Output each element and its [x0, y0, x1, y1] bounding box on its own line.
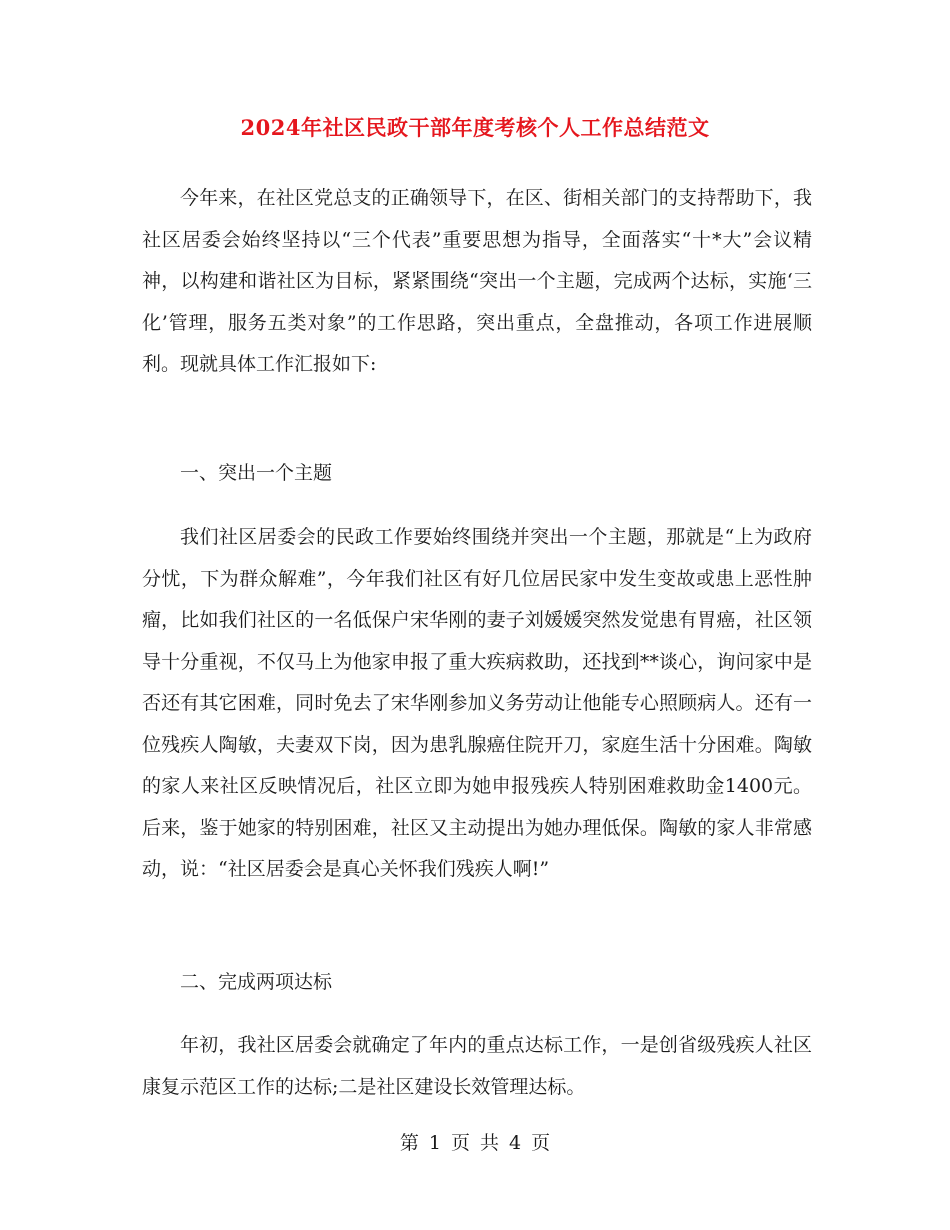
- section-1-paragraph: 我们社区居委会的民政工作要始终围绕并突出一个主题，那就是“上为政府分忧，下为群众解难”，今年我们社区有好几位居民家中发生变故或患上恶性肿瘤，比如我们社区的一名低保户宋华刚的妻子刘媛媛突然发觉患有胃癌，社区领导十分重视，不仅马上为他家申报了重大疾病救助，还找到**谈心，询问家中是否还有其它困难，同时免去了宋华刚参加义务劳动让他能专心照顾病人。还有一位残疾人陶敏，夫妻双下岗，因为患乳腺癌住院开刀，家庭生活十分困难。陶敏的家人来社区反映情况后，社区立即为她申报残疾人特别困难救助金1400元。后来，鉴于她家的特别困难，社区又主动提出为她办理低保。陶敏的家人非常感动，说：“社区居委会是真心关怀我们残疾人啊!”: [142, 526, 812, 880]
- section-2-paragraph: 年初，我社区居委会就确定了年内的重点达标工作，一是创省级残疾人社区康复示范区工作的达标;二是社区建设长效管理达标。: [142, 1034, 812, 1098]
- section-1-heading: 一、突出一个主题: [180, 462, 333, 484]
- section-2-heading: 二、完成两项达标: [180, 971, 333, 993]
- page-number-footer: 第 1 页 共 4 页: [399, 1132, 551, 1154]
- intro-paragraph: 今年来，在社区党总支的正确领导下，在区、街相关部门的支持帮助下，我社区居委会始终坚持以“三个代表”重要思想为指导，全面落实“十*大”会议精神，以构建和谐社区为目标，紧紧围绕“突出一个主题，完成两个达标，实施‘三化’管理，服务五类对象”的工作思路，突出重点，全盘推动，各项工作进展顺利。现就具体工作汇报如下:: [142, 187, 812, 375]
- document-title: 2024年社区民政干部年度考核个人工作总结范文: [240, 115, 710, 140]
